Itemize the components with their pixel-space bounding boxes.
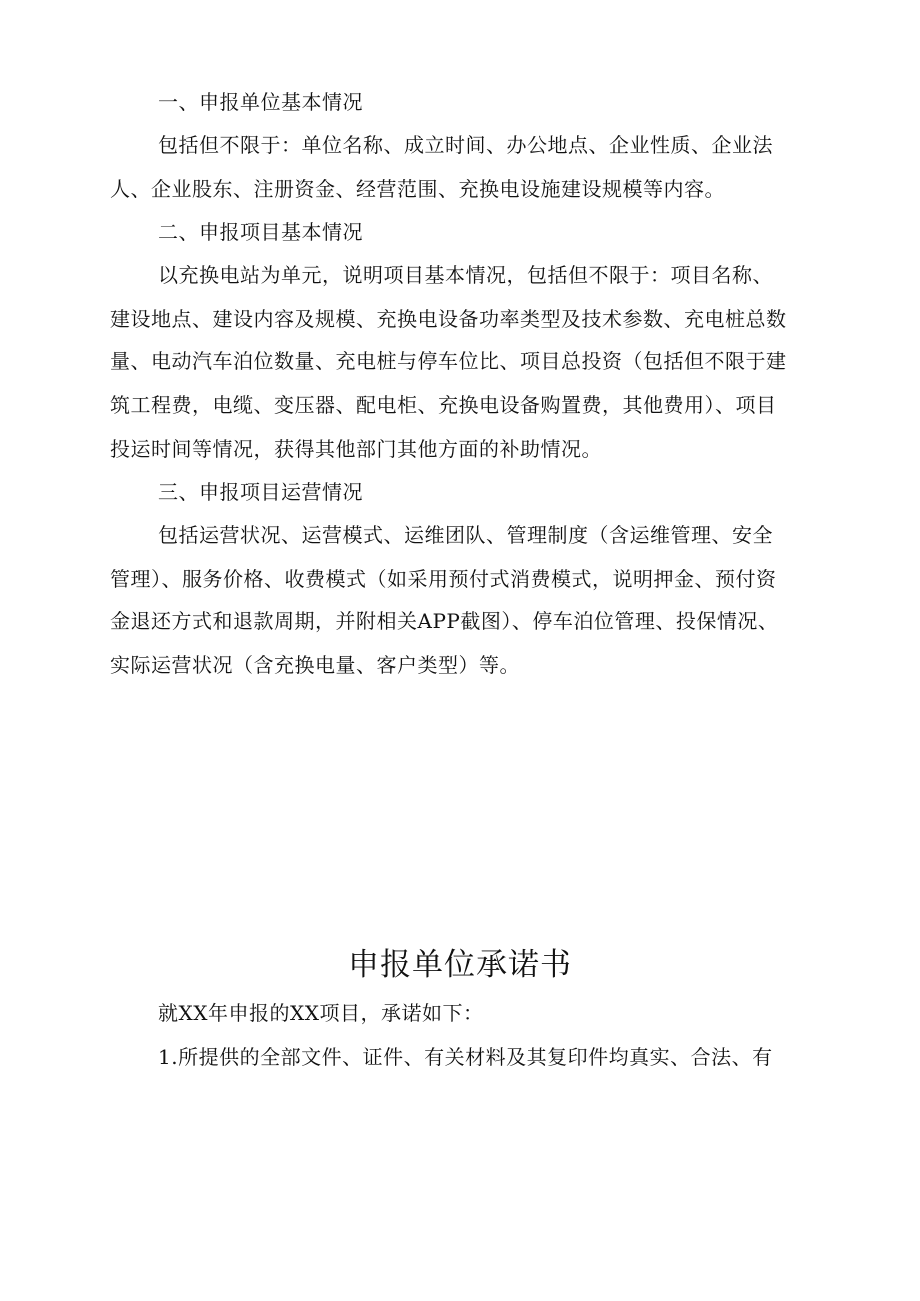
pledge-item-1: 1.所提供的全部文件、证件、有关材料及其复印件均真实、合法、有	[158, 1045, 773, 1069]
section-2-line-3: 量、电动汽车泊位数量、充电桩与停车位比、项目总投资（包括但不限于建	[110, 349, 787, 373]
section-2-line-4: 筑工程费，电缆、变压器、配电柜、充换电设备购置费，其他费用）、项目	[110, 393, 777, 417]
section-3-line-4: 实际运营状况（含充换电量、客户类型）等。	[110, 653, 520, 677]
section-2-line-5: 投运时间等情况，获得其他部门其他方面的补助情况。	[110, 437, 602, 461]
section-3-line-1: 包括运营状况、运营模式、运维团队、管理制度（含运维管理、安全	[158, 523, 773, 547]
pledge-title: 申报单位承诺书	[348, 947, 572, 983]
section-2-heading: 二、申报项目基本情况	[158, 220, 363, 244]
section-2-line-1: 以充换电站为单元，说明项目基本情况，包括但不限于：项目名称、	[158, 263, 773, 287]
section-3-heading: 三、申报项目运营情况	[158, 480, 363, 504]
section-1-line-1: 包括但不限于：单位名称、成立时间、办公地点、企业性质、企业法	[158, 133, 773, 157]
section-1-line-2: 人、企业股东、注册资金、经营范围、充换电设施建设规模等内容。	[110, 177, 725, 201]
section-2-line-2: 建设地点、建设内容及规模、充换电设备功率类型及技术参数、充电桩总数	[110, 307, 787, 331]
section-3-line-3: 金退还方式和退款周期，并附相关APP截图）、停车泊位管理、投保情况、	[110, 609, 779, 633]
section-1-heading: 一、申报单位基本情况	[158, 90, 363, 114]
section-3-line-2: 管理）、服务价格、收费模式（如采用预付式消费模式，说明押金、预付资	[110, 567, 777, 591]
pledge-intro: 就XX年申报的XX项目，承诺如下：	[158, 1001, 484, 1025]
